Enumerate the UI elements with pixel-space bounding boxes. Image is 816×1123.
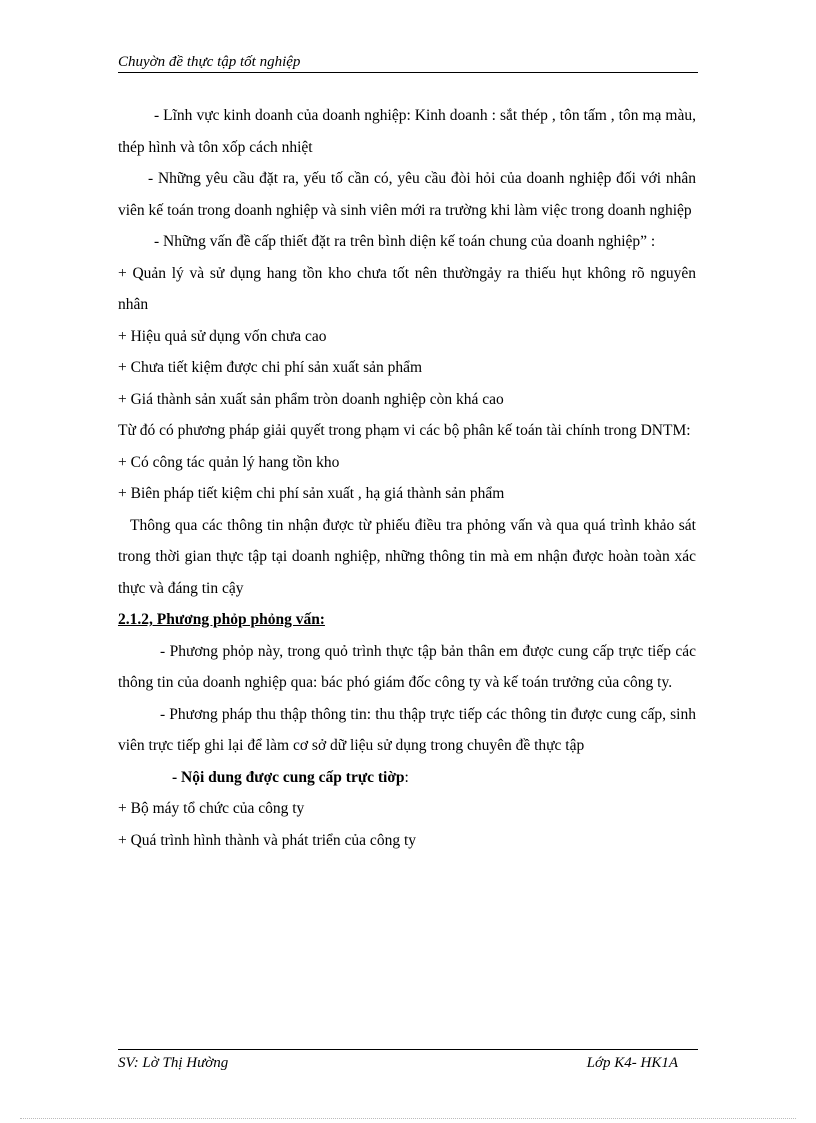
- list-item-org-structure: + Bộ máy tổ chức của công ty: [118, 800, 305, 817]
- footer-divider: [118, 1049, 698, 1050]
- paragraph-solution: Từ đó có phương pháp giải quyết trong phạm vi các bộ phân kế toán tài chính trong DNTM:: [118, 422, 691, 439]
- list-item-price: + Giá thành sản xuất sản phẩm tròn doanh nghiệp còn khá cao: [118, 390, 504, 408]
- content-heading-text: - Nội dung được cung cấp trực tiờp: [172, 768, 405, 786]
- list-item-inventory: + Quản lý và sử dụng hang tồn kho chưa tốt nên thườngảy ra thiếu hụt không rõ nguyên nhân: [118, 264, 696, 313]
- paragraph-urgent-issues: - Những vấn đề cấp thiết đặt ra trên bình diện kế toán chung của doanh nghiệp” :: [154, 233, 656, 250]
- list-item-cost-saving: + Biên pháp tiết kiệm chi phí sản xuất , hạ giá thành sản phẩm: [118, 485, 505, 502]
- paragraph-collection: - Phương pháp thu thập thông tin: thu thập trực tiếp các thông tin được cung cấp, sinh viên trực tiếp ghi lại để làm cơ sở dữ liệu sử dụng trong chuyên đề thực tập: [118, 705, 696, 754]
- paragraph-requirements: - Những yêu cầu đặt ra, yếu tố cần có, yêu cầu đòi hỏi của doanh nghiệp đối với nhân viên kế toán trong doanh nghiệp và sinh viên mới ra trường khi làm việc trong doanh nghiệp: [118, 170, 696, 219]
- paragraph-survey-info: Thông qua các thông tin nhận được từ phiếu điều tra phỏng vấn và qua quá trình khảo sát trong thời gian thực tập tại doanh nghiệp, những thông tin mà em nhận được hoàn toàn xác thực và đáng tin cậy: [118, 516, 696, 597]
- content-heading-colon: :: [404, 768, 409, 786]
- content-heading: [118, 762, 696, 794]
- section-heading: 2.1.2, Phương phỏp phỏng vấn:: [118, 611, 325, 628]
- paragraph-method: - Phương phỏp này, trong quỏ trình thực tập bản thân em được cung cấp trực tiếp các thông tin của doanh nghiệp qua: bác phó giám đốc công ty và kế toán trưởng của công ty.: [118, 642, 696, 691]
- page-header: Chuyờn đề thực tập tốt nghiệp: [118, 54, 301, 70]
- paragraph-business-field: - Lĩnh vực kinh doanh của doanh nghiệp: Kinh doanh : sắt thép , tôn tấm , tôn mạ màu, thép hình và tôn xốp cách nhiệt: [118, 107, 696, 156]
- page-bottom-edge: [20, 1118, 796, 1119]
- header-divider: [118, 72, 698, 73]
- list-item-cost: + Chưa tiết kiệm được chi phí sản xuất sản phẩm: [118, 359, 423, 376]
- list-item-history: + Quá trình hình thành và phát triển của công ty: [118, 831, 416, 849]
- footer-class: Lớp K4- HK1A: [586, 1055, 678, 1071]
- footer-student: SV: Lờ Thị Hường: [118, 1055, 229, 1071]
- document-body: [118, 100, 696, 856]
- list-item-inventory-management: + Có công tác quản lý hang tồn kho: [118, 453, 340, 471]
- list-item-capital: + Hiệu quả sử dụng vốn chưa cao: [118, 327, 327, 345]
